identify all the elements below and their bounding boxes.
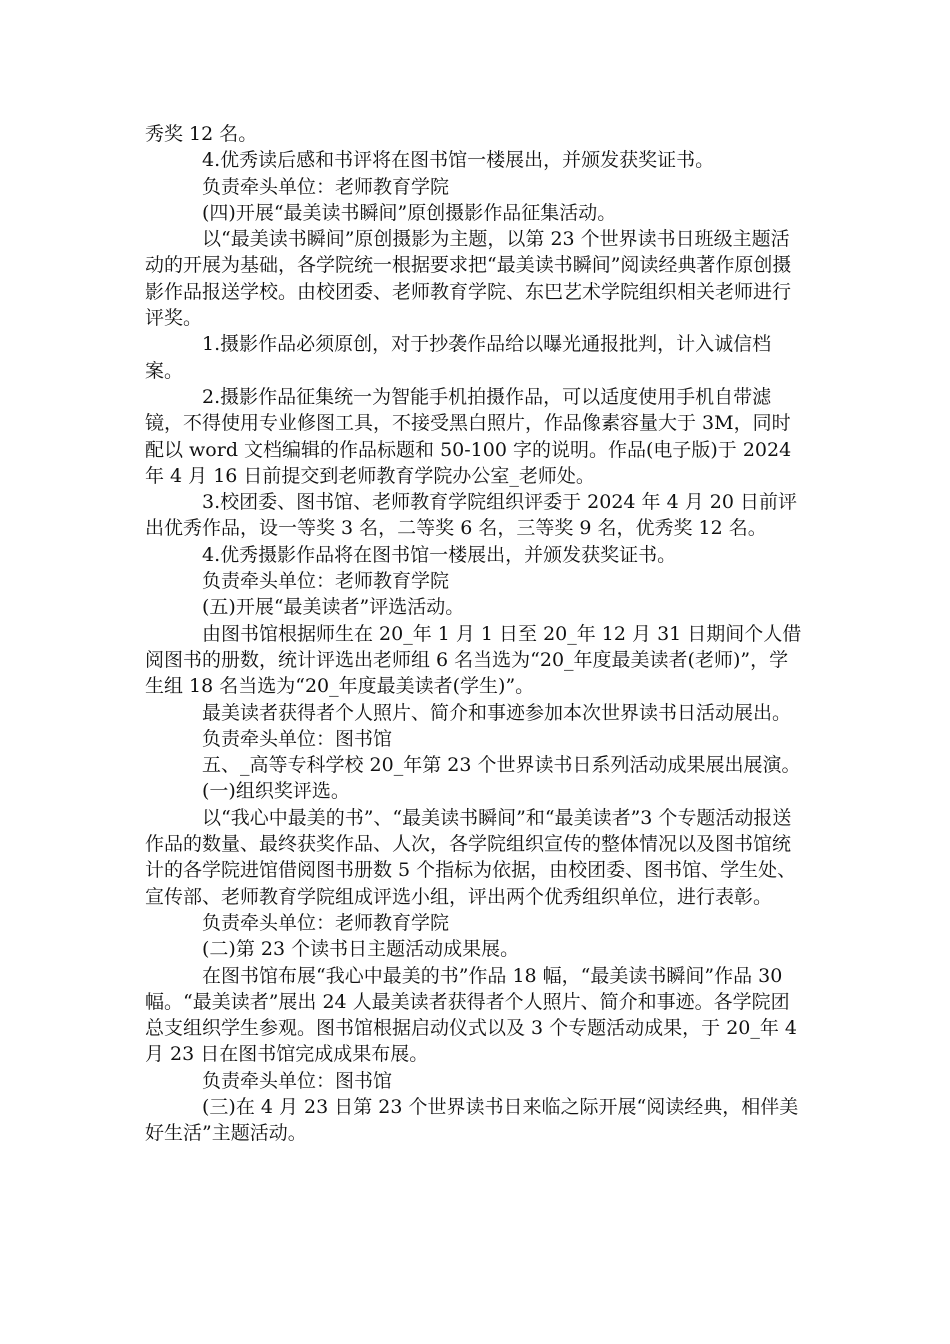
- paragraph: (二)第 23 个读书日主题活动成果展。: [202, 938, 520, 961]
- paragraph: 负责牵头单位：图书馆: [202, 727, 393, 750]
- paragraph: 最美读者获得者个人照片、简介和事迹参加本次世界读书日活动展出。: [202, 701, 792, 724]
- paragraph: 由图书馆根据师生在 20_年 1 月 1 日至 20_年 12 月 31 日期间个人借阅图书的册数，统计评选出老师组 6 名当选为“20_年度最美读者(老师)”，学生组 18 名当选为“20_年度最美读者(学生)”。: [145, 622, 802, 698]
- paragraph: (一)组织奖评选。: [202, 780, 350, 803]
- paragraph: 五、_高等专科学校 20_年第 23 个世界读书日系列活动成果展出展演。: [202, 754, 801, 777]
- paragraph: 4.优秀摄影作品将在图书馆一楼展出，并颁发获奖证书。: [202, 543, 677, 566]
- paragraph: 以“我心中最美的书”、“最美读书瞬间”和“最美读者”3 个专题活动报送作品的数量、最终获奖作品、人次，各学院组织宣传的整体情况以及图书馆统计的各学院进馆借阅图书册数 5 个指标为依据，由校团委、图书馆、学生处、宣传部、老师教育学院组成评选小组，评出两个优秀组织单位，进行表彰。: [145, 806, 797, 908]
- paragraph: 秀奖 12 名。: [145, 123, 258, 145]
- paragraph: 负责牵头单位：老师教育学院: [202, 175, 450, 198]
- paragraph: 1.摄影作品必须原创，对于抄袭作品给以曝光通报批判，计入诚信档案。: [145, 333, 772, 382]
- paragraph: 以“最美读书瞬间”原创摄影为主题，以第 23 个世界读书日班级主题活动的开展为基础，各学院统一根据要求把“最美读书瞬间”阅读经典著作原创摄影作品报送学校。由校团委、老师教育学院、东巴艺术学院组织相关老师进行评奖。: [145, 228, 792, 330]
- paragraph: 3.校团委、图书馆、老师教育学院组织评委于 2024 年 4 月 20 日前评出优秀作品，设一等奖 3 名，二等奖 6 名，三等奖 9 名，优秀奖 12 名。: [145, 491, 797, 540]
- document-body: [145, 121, 807, 1147]
- paragraph: 2.摄影作品征集统一为智能手机拍摄作品，可以适度使用手机自带滤镜，不得使用专业修图工具，不接受黑白照片，作品像素容量大于 3M，同时配以 word 文档编辑的作品标题和 50-100 字的说明。作品(电子版)于 2024 年 4 月 16 日前提交到老师教育学院办公室_老师处。: [145, 385, 792, 487]
- paragraph: 负责牵头单位：图书馆: [202, 1069, 393, 1092]
- paragraph: 在图书馆布展“我心中最美的书”作品 18 幅，“最美读书瞬间”作品 30 幅。“最美读者”展出 24 人最美读者获得者个人照片、简介和事迹。各学院团总支组织学生参观。图书馆根据启动仪式以及 3 个专题活动成果，于 20_年 4 月 23 日在图书馆完成成果布展。: [145, 964, 798, 1066]
- paragraph: (三)在 4 月 23 日第 23 个世界读书日来临之际开展“阅读经典，相伴美好生活”主题活动。: [145, 1095, 799, 1145]
- paragraph: (四)开展“最美读书瞬间”原创摄影作品征集活动。: [202, 201, 617, 224]
- paragraph: (五)开展“最美读者”评选活动。: [202, 596, 465, 619]
- paragraph: 4.优秀读后感和书评将在图书馆一楼展出，并颁发获奖证书。: [202, 149, 715, 172]
- paragraph: 负责牵头单位：老师教育学院: [202, 570, 450, 593]
- paragraph: 负责牵头单位：老师教育学院: [202, 911, 450, 934]
